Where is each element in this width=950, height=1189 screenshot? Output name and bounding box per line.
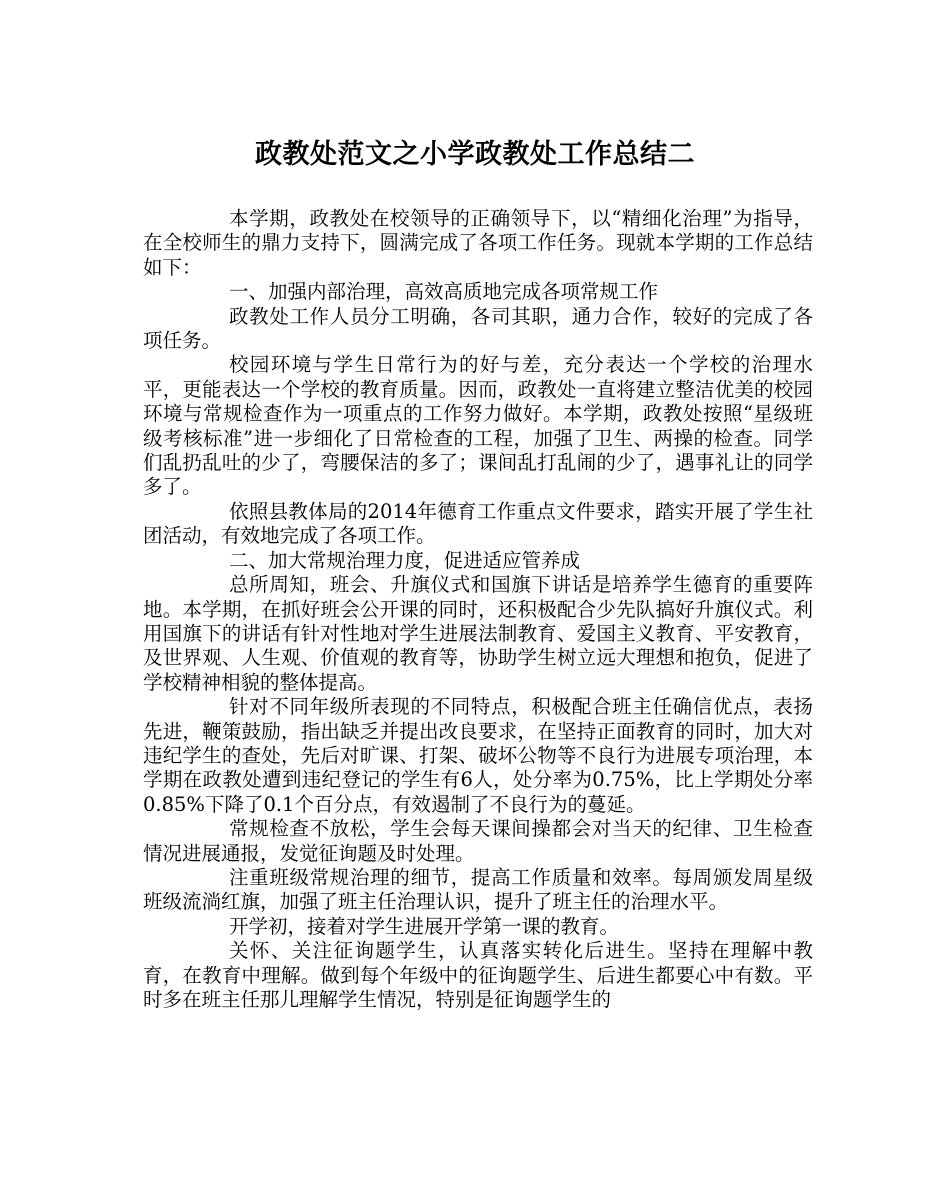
paragraph-intro: 本学期，政教处在校领导的正确领导下，以“精细化治理”为指导，在全校师生的鼎力支持下，圆满完成了各项工作任务。现就本学期的工作总结如下： (143, 207, 813, 279)
paragraph: 常规检查不放松，学生会每天课间操都会对当天的纪律、卫生检查情况进展通报，发觉征询题及时处理。 (143, 817, 813, 865)
section-heading-1: 一、加强内部治理，高效高质地完成各项常规工作 (229, 280, 659, 304)
section-heading-2: 二、加大常规治理力度，促进适应管养成 (229, 548, 581, 572)
document-title: 政教处范文之小学政教处工作总结二 (255, 139, 695, 170)
paragraph: 校园环境与学生日常行为的好与差，充分表达一个学校的治理水平，更能表达一个学校的教育质量。因而，政教处一直将建立整洁优美的校园环境与常规检查作为一项重点的工作努力做好。本学期，政教处按照“星级班级考核标准”进一步细化了日常检查的工程，加强了卫生、两操的检查。同学们乱扔乱吐的少了，弯腰保洁的多了；课间乱打乱闹的少了，遇事礼让的同学多了。 (143, 353, 813, 499)
paragraph: 开学初，接着对学生进展开学第一课的教育。 (229, 914, 620, 938)
document-body (143, 207, 813, 1012)
paragraph: 针对不同年级所表现的不同特点，积极配合班主任确信优点，表扬先进，鞭策鼓励，指出缺乏并提出改良要求，在坚持正面教育的同时，加大对违纪学生的查处，先后对旷课、打架、破坏公物等不良行为进展专项治理，本学期在政教处遭到违纪登记的学生有6人，处分率为0.75%，比上学期处分率0.85%下降了0.1个百分点，有效遏制了不良行为的蔓延。 (143, 695, 813, 816)
paragraph: 总所周知，班会、升旗仪式和国旗下讲话是培养学生德育的重要阵地。本学期，在抓好班会公开课的同时，还积极配合少先队搞好升旗仪式。利用国旗下的讲话有针对性地对学生进展法制教育、爱国主义教育、平安教育，及世界观、人生观、价值观的教育等，协助学生树立远大理想和抱负，促进了学校精神相貌的整体提高。 (143, 573, 813, 694)
paragraph: 关怀、关注征询题学生，认真落实转化后进生。坚持在理解中教育，在教育中理解。做到每个年级中的征询题学生、后进生都要心中有数。平时多在班主任那儿理解学生情况，特别是征询题学生的 (143, 939, 813, 1011)
paragraph: 政教处工作人员分工明确，各司其职，通力合作，较好的完成了各项任务。 (143, 304, 813, 353)
paragraph: 注重班级常规治理的细节，提高工作质量和效率。每周颁发周星级班级流淌红旗，加强了班主任治理认识，提升了班主任的治理水平。 (143, 865, 813, 914)
paragraph: 依照县教体局的2014年德育工作重点文件要求，踏实开展了学生社团活动，有效地完成了各项工作。 (143, 499, 813, 548)
